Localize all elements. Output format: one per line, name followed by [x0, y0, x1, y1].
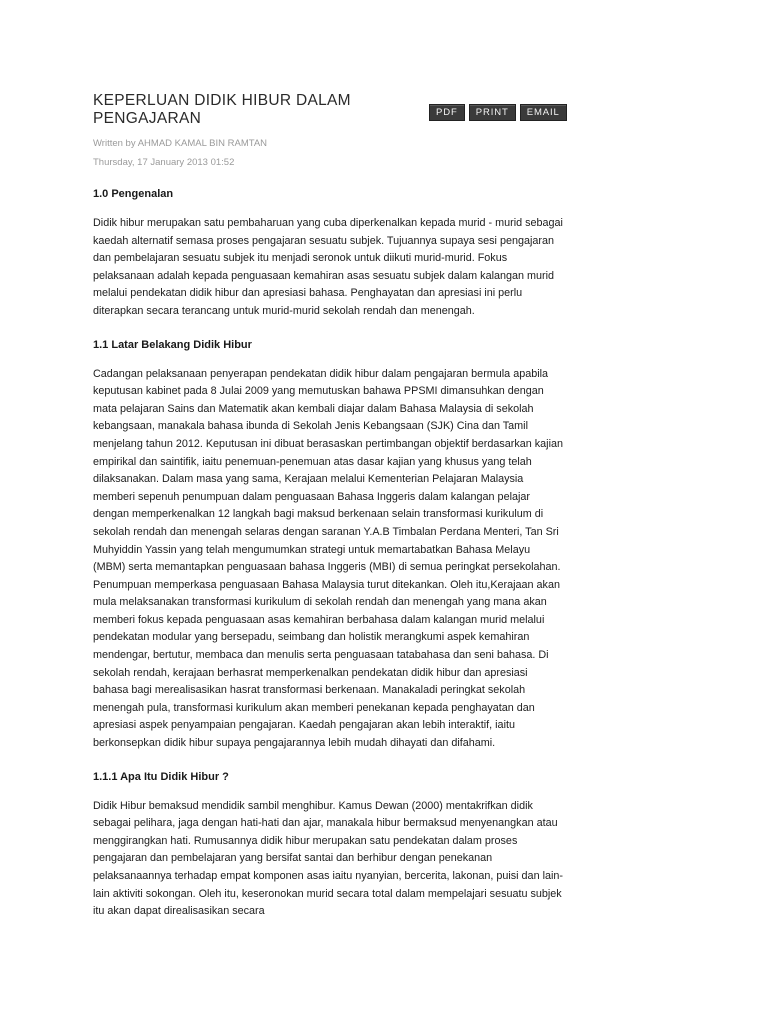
section-paragraph: Cadangan pelaksanaan penyerapan pendekatan didik hibur dalam pengajaran bermula apabila keputusan kabinet pada 8 Julai 2009 yang memutuskan bahawa PPSMI dimansuhkan dengan mata pelajaran Sains dan Matematik akan kembali diajar dalam Bahasa Malaysia di sekolah kebangsaan, manakala bahasa ibunda di Sekolah Jenis Kebangsaan (SJK) Cina dan Tamil menjelang tahun 2012. Keputusan ini dibuat berasaskan pertimbangan objektif berdasarkan kajian empirikal dan saintifik, iaitu penemuan-penemuan atas dasar kajian yang khusus yang telah dilaksanakan. Dalam masa yang sama, Kerajaan melalui Kementerian Pelajaran Malaysia memberi sepenuh penumpuan dalam penguasaan Bahasa Inggeris dalam kalangan pelajar dengan memperkenalkan 12 langkah bagi maksud berkenaan selain transformasi kurikulum di sekolah rendah dan menengah selaras dengan saranan Y.A.B Timbalan Perdana Menteri, Tan Sri Muhyiddin Yassin yang telah mengumumkan strategi untuk memartabatkan Bahasa Melayu (MBM) serta memantapkan penguasaan bahasa Inggeris (MBI) di semua peringkat persekolahan. Penumpuan memperkasa penguasaan Bahasa Malaysia turut ditekankan. Oleh itu,Kerajaan akan mula melaksanakan transformasi kurikulum di sekolah rendah dan menengah yang mana akan memberi fokus kepada penguasaan asas kemahiran berbahasa dalam kalangan murid melalui pendekatan modular yang bersepadu, seimbang dan holistik merangkumi aspek kemahiran mendengar, bertutur, membaca dan menulis serta penguasaan tatabahasa dan seni bahasa. Di sekolah rendah, kerajaan berhasrat memperkenalkan pendekatan didik hibur dan apresiasi bahasa bagi merealisasikan hasrat transformasi berkenaan. Manakaladi peringkat sekolah menengah pula, transformasi kurikulum akan memberi penekanan kepada penghayatan dan apresiasi aspek penyampaian pengajaran. Kaedah pengajaran akan lebih interaktif, iaitu berkonsepkan didik hibur supaya pengajarannya lebih mudah dihayati dan difahami.: [93, 367, 563, 750]
article-author: Written by AHMAD KAMAL BIN RAMTAN: [93, 138, 268, 149]
section-heading: 1.1 Latar Belakang Didik Hibur: [93, 338, 252, 351]
section-paragraph: Didik hibur merupakan satu pembaharuan yang cuba diperkenalkan kepada murid - murid sebagai kaedah alternatif semasa proses pengajaran sesuatu subjek. Tujuannya supaya sesi pengajaran dan pembelajaran sesuatu subjek itu menjadi seronok untuk diikuti murid-murid. Fokus pelaksanaan adalah kepada penguasaan kemahiran asas sesuatu subjek dalam kalangan murid melalui pendekatan didik hibur dan apresiasi bahasa. Penghayatan dan apresiasi ini perlu diterapkan secara terancang untuk murid-murid sekolah rendah dan menengah.: [93, 217, 563, 317]
pdf-button[interactable]: PDF: [429, 104, 465, 121]
email-button[interactable]: EMAIL: [520, 104, 567, 121]
print-button[interactable]: PRINT: [469, 104, 516, 121]
section-paragraph: Didik Hibur bemaksud mendidik sambil menghibur. Kamus Dewan (2000) mentakrifkan didik sebagai pelihara, jaga dengan hati-hati dan ajar, manakala hibur bermaksud menyenangkan atau menggirangkan hati. Rumusannya didik hibur merupakan satu pendekatan dalam proses pengajaran dan pembelajaran yang bersifat santai dan berhibur dengan penekanan pelaksanaannya terhadap empat komponen asas iaitu nyanyian, bercerita, lakonan, puisi dan lain-lain aktiviti sokongan. Oleh itu, keseronokan murid secara total dalam mempelajari sesuatu subjek itu akan dapat direalisasikan secara: [93, 799, 563, 918]
article-date: Thursday, 17 January 2013 01:52: [93, 157, 235, 168]
article-header: [93, 92, 565, 140]
article: [93, 92, 565, 921]
section-heading: 1.1.1 Apa Itu Didik Hibur ?: [93, 770, 229, 783]
article-actions: [429, 104, 567, 121]
article-title: KEPERLUAN DIDIK HIBUR DALAM PENGAJARAN: [93, 92, 351, 127]
section-heading: 1.0 Pengenalan: [93, 188, 174, 200]
